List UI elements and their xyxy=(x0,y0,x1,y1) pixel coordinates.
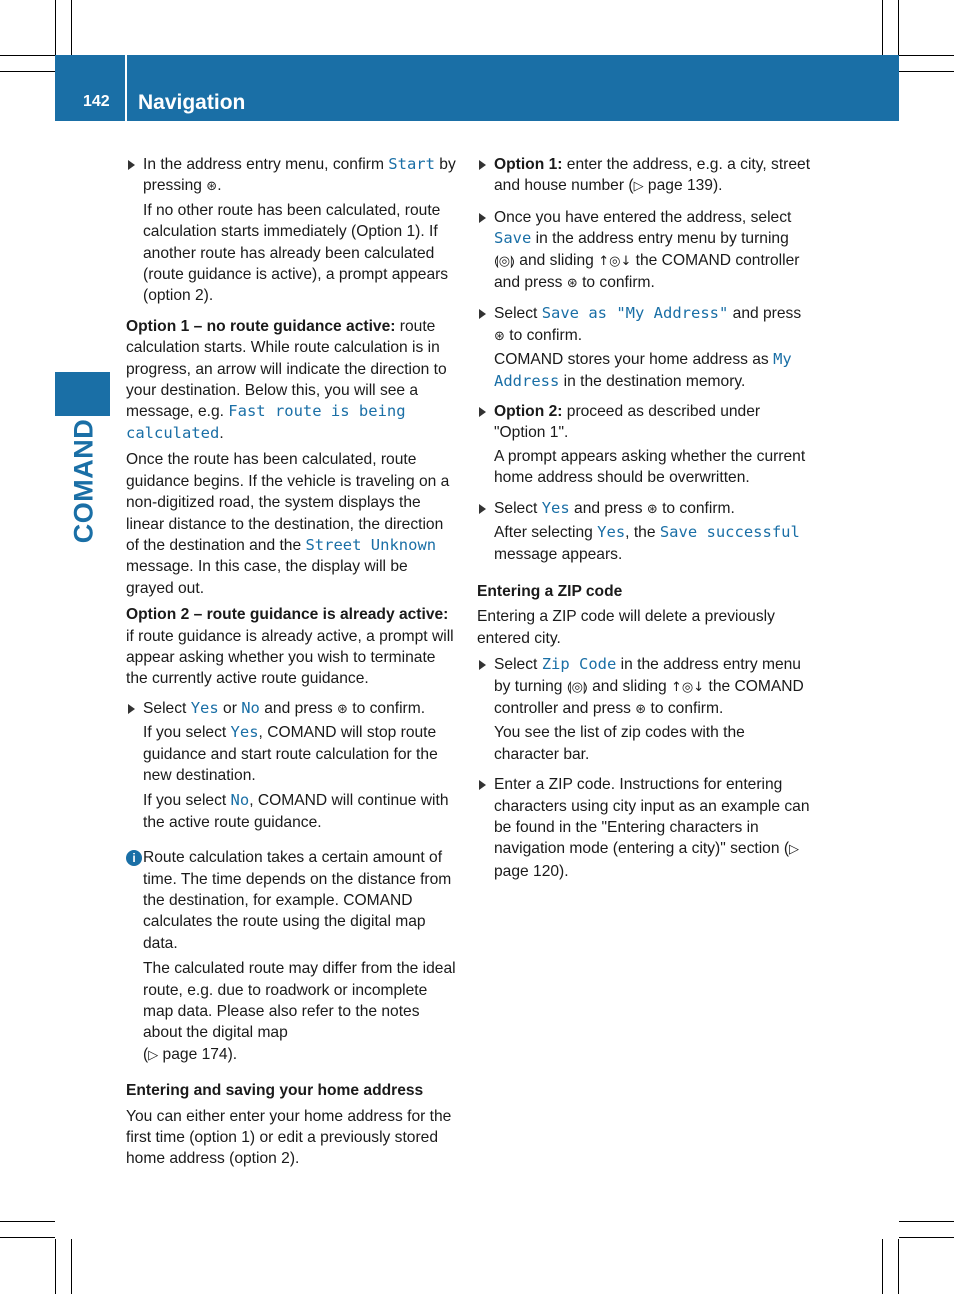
crop-mark xyxy=(899,55,954,56)
crop-mark xyxy=(899,1237,954,1238)
list-item: Select Zip Code in the address entry menu by turning ⟬◎⟭ and sliding ↑◎↓ the COMAND controller and press ⊛ to confirm. You see the list of zip codes with the character bar. xyxy=(477,654,811,765)
info-text: The calculated route may differ from the ideal route, e.g. due to roadwork or incomplete map data. Please also refer to the notes about the digital map (▷ page 174). xyxy=(143,960,456,1063)
bullet-arrow-icon xyxy=(479,160,486,170)
subheading: Entering a ZIP code xyxy=(477,582,623,600)
bullet-arrow-icon xyxy=(479,407,486,417)
bullet-arrow-icon xyxy=(479,780,486,790)
page-header xyxy=(55,55,899,121)
press-controller-icon: ⊛ xyxy=(206,179,218,195)
crop-mark xyxy=(899,1221,954,1222)
list-item: In the address entry menu, confirm Start by pressing ⊛. If no other route has been calculated, route calculation starts immediately (Option 1). If another route has already been calculated (route guidance is active), a prompt appears (option 2). xyxy=(126,154,458,307)
bullet-arrow-icon xyxy=(479,213,486,223)
side-tab xyxy=(56,416,111,546)
crop-mark xyxy=(55,0,56,55)
list-item: Once you have entered the address, select Save in the address entry menu by turning ⟬◎⟭ and sliding ↑◎↓ the COMAND controller and press ⊛ to confirm. xyxy=(477,207,811,295)
list-item-detail: After selecting Yes, the Save successful message appears. xyxy=(494,523,800,563)
side-tab-block xyxy=(55,372,110,416)
crop-mark xyxy=(898,1239,899,1294)
crop-mark xyxy=(0,71,55,72)
slide-controller-icon: ↑◎↓ xyxy=(671,679,705,695)
crop-mark xyxy=(882,1239,883,1294)
list-item-detail: COMAND stores your home address as My Address in the destination memory. xyxy=(494,350,792,390)
turn-controller-icon: ⟬◎⟭ xyxy=(566,679,588,695)
crop-mark xyxy=(882,0,883,55)
press-controller-icon: ⊛ xyxy=(494,328,505,344)
paragraph: Option 2 – route guidance is already active: if route guidance is already active, a prompt will appear asking whether you wish to terminate the currently active route guidance. xyxy=(126,606,454,688)
crop-mark xyxy=(0,1237,55,1238)
crop-mark xyxy=(0,1221,55,1222)
crop-mark xyxy=(71,1239,72,1294)
header-divider xyxy=(125,55,127,121)
list-item-detail: You see the list of zip codes with the character bar. xyxy=(494,724,745,763)
press-controller-icon: ⊛ xyxy=(646,501,658,517)
crop-mark xyxy=(898,0,899,55)
list-item: Select Save as "My Address" and press ⊛ to confirm. COMAND stores your home address as My Address in the destination memory. xyxy=(477,303,811,392)
info-icon: i xyxy=(126,850,142,866)
reference-arrow-icon: ▷ xyxy=(148,1047,159,1063)
info-note xyxy=(126,847,458,1066)
list-item: Select Yes or No and press ⊛ to confirm. If you select Yes, COMAND will stop route guidance and start route calculation for the new destination. If you select No, COMAND will continue with the active route guidance. xyxy=(126,698,458,833)
list-item-detail: If you select Yes, COMAND will stop route guidance and start route calculation for the new destination. xyxy=(143,723,438,784)
list-item: Select Yes and press ⊛ to confirm. After selecting Yes, the Save successful message appears. xyxy=(477,498,811,565)
subheading: Entering and saving your home address xyxy=(126,1082,424,1100)
reference-arrow-icon: ▷ xyxy=(633,179,644,195)
press-controller-icon: ⊛ xyxy=(337,701,348,717)
display-text: Fast route is being calculated xyxy=(126,402,406,442)
bullet-arrow-icon xyxy=(128,160,135,170)
list-item: Option 2: proceed as described under "Option 1". A prompt appears asking whether the current home address should be overwritten. xyxy=(477,401,811,489)
crop-mark xyxy=(71,0,72,55)
bullet-arrow-icon xyxy=(128,704,135,714)
display-text: Street Unknown xyxy=(305,535,437,554)
crop-mark xyxy=(55,1239,56,1294)
press-controller-icon: ⊛ xyxy=(566,276,578,292)
slide-controller-icon: ↑◎↓ xyxy=(598,253,632,269)
list-item-detail: If you select No, COMAND will continue with the active route guidance. xyxy=(143,791,449,831)
crop-mark xyxy=(899,71,954,72)
paragraph: You can either enter your home address for the first time (option 1) or edit a previously stored home address (option 2). xyxy=(126,1107,452,1168)
list-item: Enter a ZIP code. Instructions for entering characters using city input as an example can be found in the "Entering characters in navigation mode (entering a city)" section (▷ page 120). xyxy=(477,774,811,882)
section-title: Navigation xyxy=(138,91,246,114)
left-column xyxy=(126,154,458,1175)
right-column xyxy=(477,154,811,891)
reference-arrow-icon: ▷ xyxy=(789,842,800,858)
list-item-detail: If no other route has been calculated, route calculation starts immediately (Option 1). If another route has already been calculated (route guidance is active), a prompt appears (option 2). xyxy=(143,201,449,305)
bullet-arrow-icon xyxy=(479,660,486,670)
bullet-arrow-icon xyxy=(479,309,486,319)
list-item-detail: A prompt appears asking whether the current home address should be overwritten. xyxy=(494,447,806,487)
display-text: Start xyxy=(388,155,435,173)
bullet-arrow-icon xyxy=(479,504,486,514)
page-number: 142 xyxy=(83,93,110,110)
press-controller-icon: ⊛ xyxy=(635,701,647,717)
info-text: Route calculation takes a certain amount of time. The time depends on the distance from the destination, for example. COMAND calculates the route using the digital map data. xyxy=(143,849,452,952)
paragraph: Entering a ZIP code will delete a previously entered city. xyxy=(477,608,775,647)
paragraph: Once the route has been calculated, route guidance begins. If the vehicle is traveling on a non-digitized road, the system displays the linear distance to the destination, the direction of the destination and the Street Unknown message. In this case, the display will be grayed out. xyxy=(126,451,450,597)
crop-mark xyxy=(0,55,55,56)
paragraph: Option 1 – no route guidance active: route calculation starts. While route calculation is in progress, an arrow will indicate the direction to your destination. Below this, you will see a message, e.g. Fast route is being calculated. xyxy=(126,317,447,442)
list-item: Option 1: enter the address, e.g. a city, street and house number (▷ page 139). xyxy=(477,154,811,198)
turn-controller-icon: ⟬◎⟭ xyxy=(494,253,515,269)
side-tab-label: COMAND xyxy=(68,418,98,544)
